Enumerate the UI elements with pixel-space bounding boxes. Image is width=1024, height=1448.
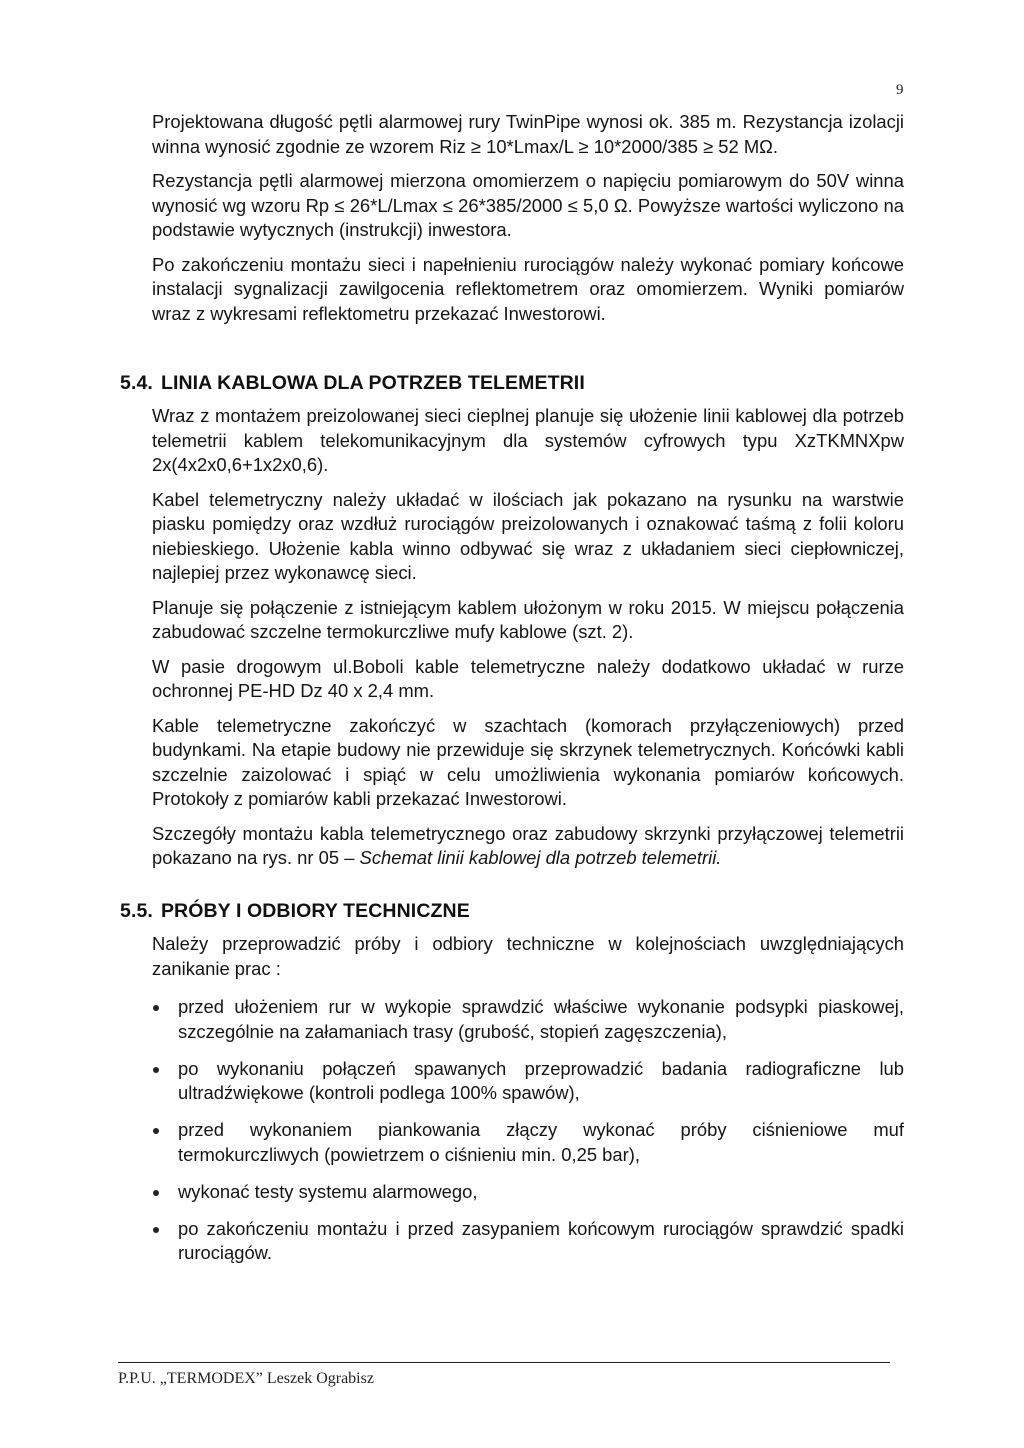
list-item-text: po zakończeniu montażu i przed zasypaniem końcowym rurociągów sprawdzić spadki rurociągów. — [178, 1217, 904, 1263]
drawing-reference-text: Szczegóły montażu kabla telemetrycznego oraz zabudowy skrzynki przyłączowej telemetrii pokazano na rys. nr 05 – — [152, 822, 904, 868]
intro-block — [152, 110, 904, 336]
footer-divider — [118, 1362, 890, 1363]
bullet-icon — [153, 1128, 159, 1134]
list-item-text: wykonać testy systemu alarmowego, — [178, 1180, 478, 1202]
list-item — [152, 995, 904, 1044]
section-5-5-body — [152, 932, 904, 1278]
section-5-4-paragraph-3: Planuje się połączenie z istniejącym kablem ułożonym w roku 2015. W miejscu połączenia zabudować szczelne termokurczliwe mufy kablowe (szt. 2). — [152, 596, 904, 642]
drawing-reference-title: Schemat linii kablowej dla potrzeb telemetrii. — [359, 847, 722, 868]
bullet-icon — [153, 1190, 159, 1196]
intro-paragraph-2: Rezystancja pętli alarmowej mierzona omomierzem o napięciu pomiarowym do 50V winna wynosić wg wzoru Rp ≤ 26*L/Lmax ≤ 26*385/2000 ≤ 5,0 Ω. Powyższe wartości wyliczono na podstawie wytycznych (instrukcji) inwestora. — [152, 170, 904, 240]
list-item — [152, 1118, 904, 1167]
list-item-text: po wykonaniu połączeń spawanych przeprowadzić badania radiograficzne lub ultradźwiękowe (kontroli podlega 100% spawów), — [178, 1057, 904, 1103]
section-5-4-paragraph-2: Kabel telemetryczny należy układać w ilościach jak pokazano na rysunku na warstwie piasku pomiędzy oraz wzdłuż rurociągów preizolowanych i oznakować taśmą z folii koloru niebieskiego. Ułożenie kabla winno odbywać się wraz z układaniem sieci ciepłowniczej, najlepiej przez wykonawcę sieci. — [152, 488, 904, 583]
section-5-4-title: LINIA KABLOWA DLA POTRZEB TELEMETRII — [160, 372, 585, 394]
footer-company: P.P.U. „TERMODEX” Leszek Ograbisz — [118, 1370, 374, 1387]
section-5-5-intro: Należy przeprowadzić próby i odbiory techniczne w kolejnościach uwzględniających zanikanie prac : — [152, 933, 904, 979]
page-number: 9 — [896, 82, 904, 98]
intro-paragraph-1: Projektowana długość pętli alarmowej rury TwinPipe wynosi ok. 385 m. Rezystancja izolacji winna wynosić zgodnie ze wzorem Riz ≥ 10*Lmax/L ≥ 10*2000/385 ≥ 52 MΩ. — [152, 111, 904, 157]
section-5-5-number: 5.5. — [120, 900, 153, 922]
bullet-icon — [153, 1067, 159, 1073]
list-item-text: przed wykonaniem piankowania złączy wykonać próby ciśnieniowe muf termokurczliwych (powietrzem o ciśnieniu min. 0,25 bar), — [178, 1119, 904, 1165]
section-5-4-paragraph-6 — [152, 822, 904, 871]
tests-list — [152, 995, 904, 1266]
intro-paragraph-3: Po zakończeniu montażu sieci i napełnieniu rurociągów należy wykonać pomiary końcowe instalacji sygnalizacji zawilgocenia reflektometrem oraz omomierzem. Wyniki pomiarów wraz z wykresami reflektometru przekazać Inwestorowi. — [152, 253, 904, 324]
section-5-4-paragraph-1: Wraz z montażem preizolowanej sieci cieplnej planuje się ułożenie linii kablowej dla potrzeb telemetrii kablem telekomunikacyjnym dla systemów cyfrowych typu XzTKMNXpw 2x(4x2x0,6+1x2x0,6). — [152, 405, 904, 475]
list-item-text: przed ułożeniem rur w wykopie sprawdzić właściwe wykonanie podsypki piaskowej, szczególnie na załamaniach trasy (grubość, stopień zagęszczenia), — [178, 996, 904, 1042]
section-5-4-paragraph-5: Kable telemetryczne zakończyć w szachtach (komorach przyłączeniowych) przed budynkami. Na etapie budowy nie przewiduje się skrzynek telemetrycznych. Końcówki kabli szczelnie zaizolować i spiąć w celu umożliwienia wykonania pomiarów końcowych. Protokoły z pomiarów kabli przekazać Inwestorowi. — [152, 714, 904, 809]
bullet-icon — [153, 1005, 159, 1011]
bullet-icon — [153, 1227, 159, 1233]
section-5-4-body — [152, 404, 904, 881]
list-item — [152, 1180, 904, 1205]
list-item — [152, 1057, 904, 1106]
section-5-5-title: PRÓBY I ODBIORY TECHNICZNE — [160, 900, 470, 922]
section-5-5-heading — [120, 900, 470, 923]
section-5-4-heading — [120, 372, 585, 395]
section-5-4-number: 5.4. — [120, 372, 153, 394]
list-item — [152, 1217, 904, 1266]
section-5-4-paragraph-4: W pasie drogowym ul.Boboli kable telemetryczne należy dodatkowo układać w rurze ochronnej PE-HD Dz 40 x 2,4 mm. — [152, 655, 904, 701]
